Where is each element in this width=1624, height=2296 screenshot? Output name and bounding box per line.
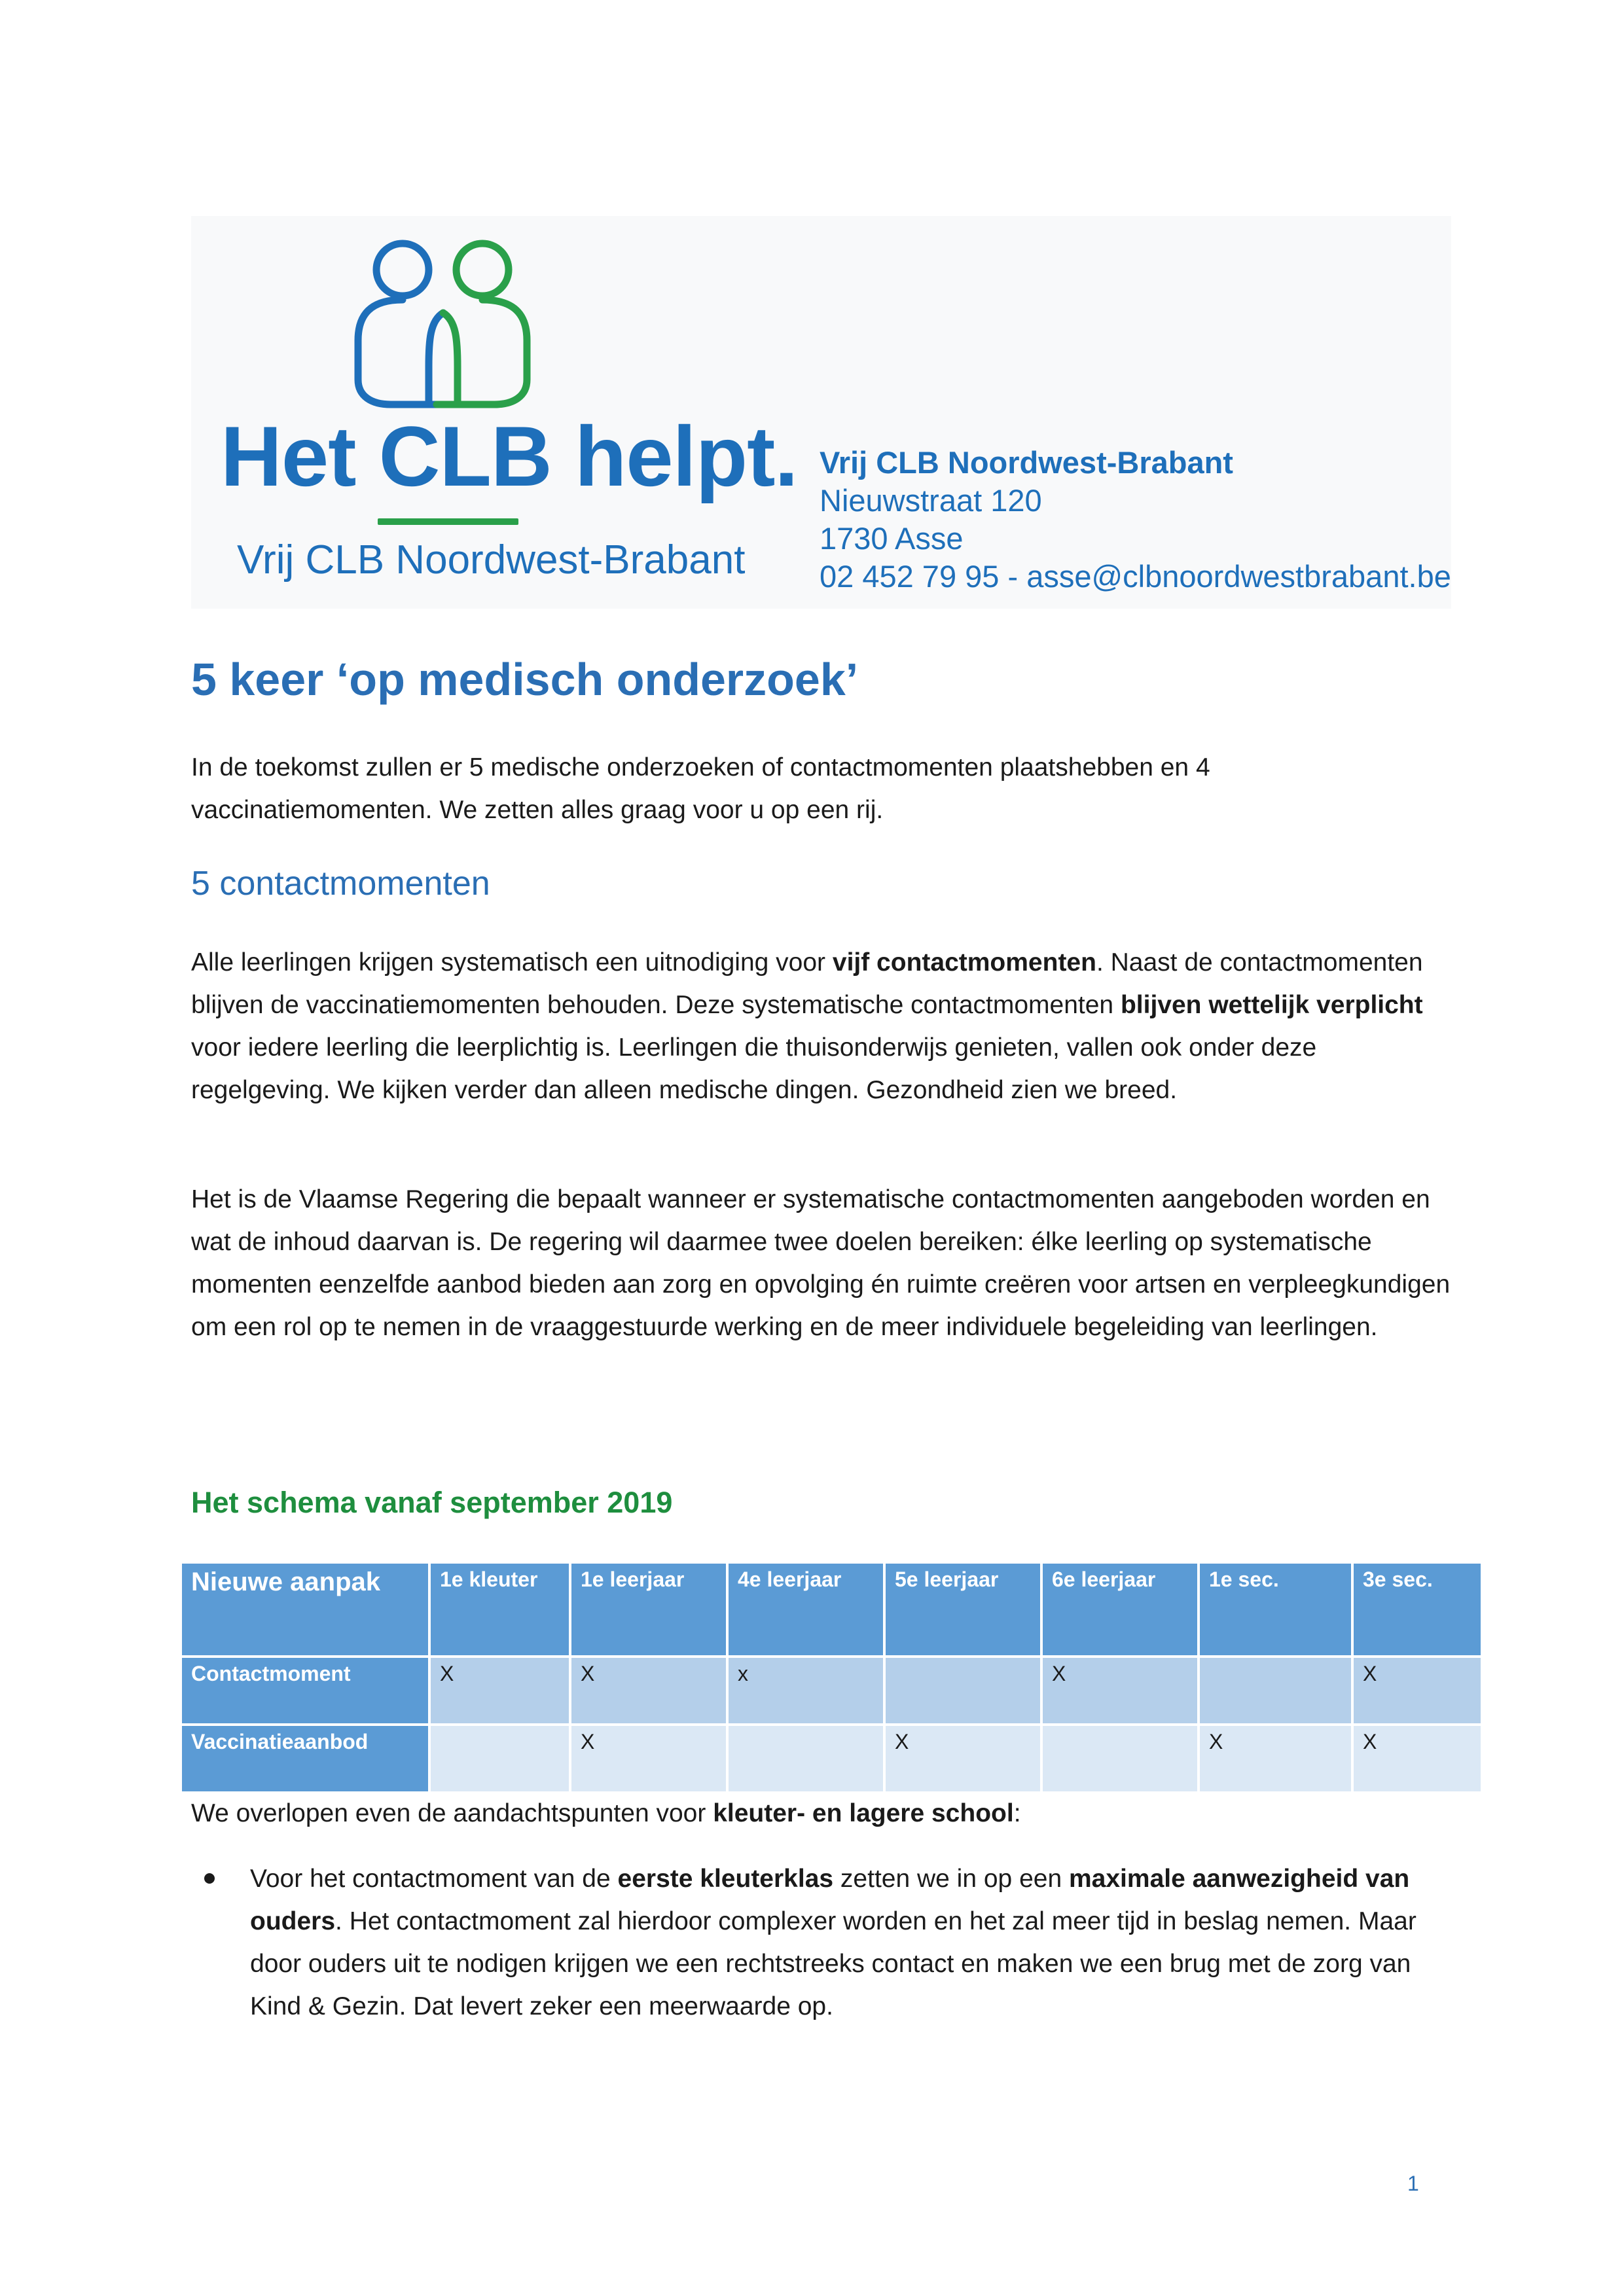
table-cell: x [727, 1657, 884, 1725]
table-cell [1199, 1657, 1352, 1725]
text-span: Voor het contactmoment van de [250, 1865, 618, 1893]
table-cell: X [1041, 1657, 1199, 1725]
table-cell [429, 1725, 570, 1793]
logo-title: Het CLB helpt. [221, 408, 798, 504]
table-header-row [181, 1562, 1482, 1657]
schema-heading: Het schema vanaf september 2019 [191, 1486, 673, 1519]
table-header-cell: 6e leerjaar [1041, 1562, 1199, 1657]
table-cell [1041, 1725, 1199, 1793]
row-label: Contactmoment [181, 1657, 429, 1725]
people-logo-icon [345, 236, 541, 412]
text-span: We overlopen even de aandachtspunten voor [191, 1799, 713, 1827]
table-row [181, 1725, 1482, 1793]
list-item [191, 1857, 1461, 2028]
page-title: 5 keer ‘op medisch onderzoek’ [191, 654, 859, 705]
table-header-cell: 5e leerjaar [884, 1562, 1041, 1657]
table-cell: X [1199, 1725, 1352, 1793]
paragraph-contactmomenten [191, 941, 1454, 1111]
table-header-cell: Nieuwe aanpak [181, 1562, 429, 1657]
contact-org: Vrij CLB Noordwest-Brabant [820, 445, 1233, 480]
row-label: Vaccinatieaanbod [181, 1725, 429, 1793]
followup-paragraph [191, 1792, 1454, 1835]
text-span: zetten we in op een [833, 1865, 1069, 1893]
letterhead [191, 216, 1451, 609]
table-cell: X [1352, 1725, 1482, 1793]
table-header-cell: 1e sec. [1199, 1562, 1352, 1657]
bold-span: blijven wettelijk verplicht [1120, 991, 1423, 1019]
table-cell: X [884, 1725, 1041, 1793]
text-span: : [1013, 1799, 1021, 1827]
contact-block [820, 444, 1451, 596]
table-header-cell: 4e leerjaar [727, 1562, 884, 1657]
contact-street: Nieuwstraat 120 [820, 483, 1042, 518]
table-cell: X [1352, 1657, 1482, 1725]
bullet-icon [204, 1873, 215, 1884]
intro-paragraph: In de toekomst zullen er 5 medische onderzoeken of contactmomenten plaatshebben en 4 vaccinatiemomenten. We zetten alles graag voor u op een rij. [191, 753, 1210, 824]
table-header-cell: 1e leerjaar [570, 1562, 727, 1657]
table-row [181, 1657, 1482, 1725]
page-number: 1 [1407, 2172, 1419, 2195]
bold-span: eerste kleuterklas [617, 1865, 834, 1893]
text-span: voor iedere leerling die leerplichtig is. Leerlingen die thuisonderwijs genieten, vallen ook onder deze regelgeving. We kijken verder dan alleen medische dingen. Gezondheid zien we breed. [191, 1033, 1317, 1104]
section-heading: 5 contactmomenten [191, 865, 490, 903]
schema-table [179, 1561, 1483, 1794]
bold-span: maximale aanwezigheid van ouders [250, 1865, 1410, 1935]
logo-subtitle: Vrij CLB Noordwest-Brabant [237, 537, 746, 583]
contact-city: 1730 Asse [820, 521, 964, 556]
text-span: . Het contactmoment zal hierdoor complexer worden en het zal meer tijd in beslag nemen. Maar door ouders uit te nodigen krijgen we een rechtstreeks contact en maken we een brug met de zorg van Kind & Gezin. Dat levert zeker een meerwaarde op. [250, 1907, 1416, 2020]
table-cell: X [429, 1657, 570, 1725]
paragraph-vlaamse-regering: Het is de Vlaamse Regering die bepaalt wanneer er systematische contactmomenten aangeboden worden en wat de inhoud daarvan is. De regering wil daarmee twee doelen bereiken: élke leerling op systematische momenten eenzelfde aanbod bieden aan zorg en opvolging én ruimte creëren voor artsen en verpleegkundigen om een rol op te nemen in de vraaggestuurde werking en de meer individuele begeleiding van leerlingen. [191, 1185, 1451, 1341]
bold-span: kleuter- en lagere school [713, 1799, 1014, 1827]
table-header-cell: 1e kleuter [429, 1562, 570, 1657]
text-span: Alle leerlingen krijgen systematisch een uitnodiging voor [191, 948, 833, 977]
table-cell [727, 1725, 884, 1793]
table-header-cell: 3e sec. [1352, 1562, 1482, 1657]
logo-underline [378, 518, 518, 525]
table-cell: X [570, 1657, 727, 1725]
table-cell: X [570, 1725, 727, 1793]
bullet-list [191, 1857, 1461, 2028]
table-cell [884, 1657, 1041, 1725]
bold-span: vijf contactmomenten [832, 948, 1096, 977]
contact-phone-email: 02 452 79 95 - asse@clbnoordwestbrabant.be [820, 559, 1451, 594]
text-span: . Naast de contactmomenten blijven de vaccinatiemomenten behouden. Deze systematische contactmomenten [191, 948, 1423, 1019]
